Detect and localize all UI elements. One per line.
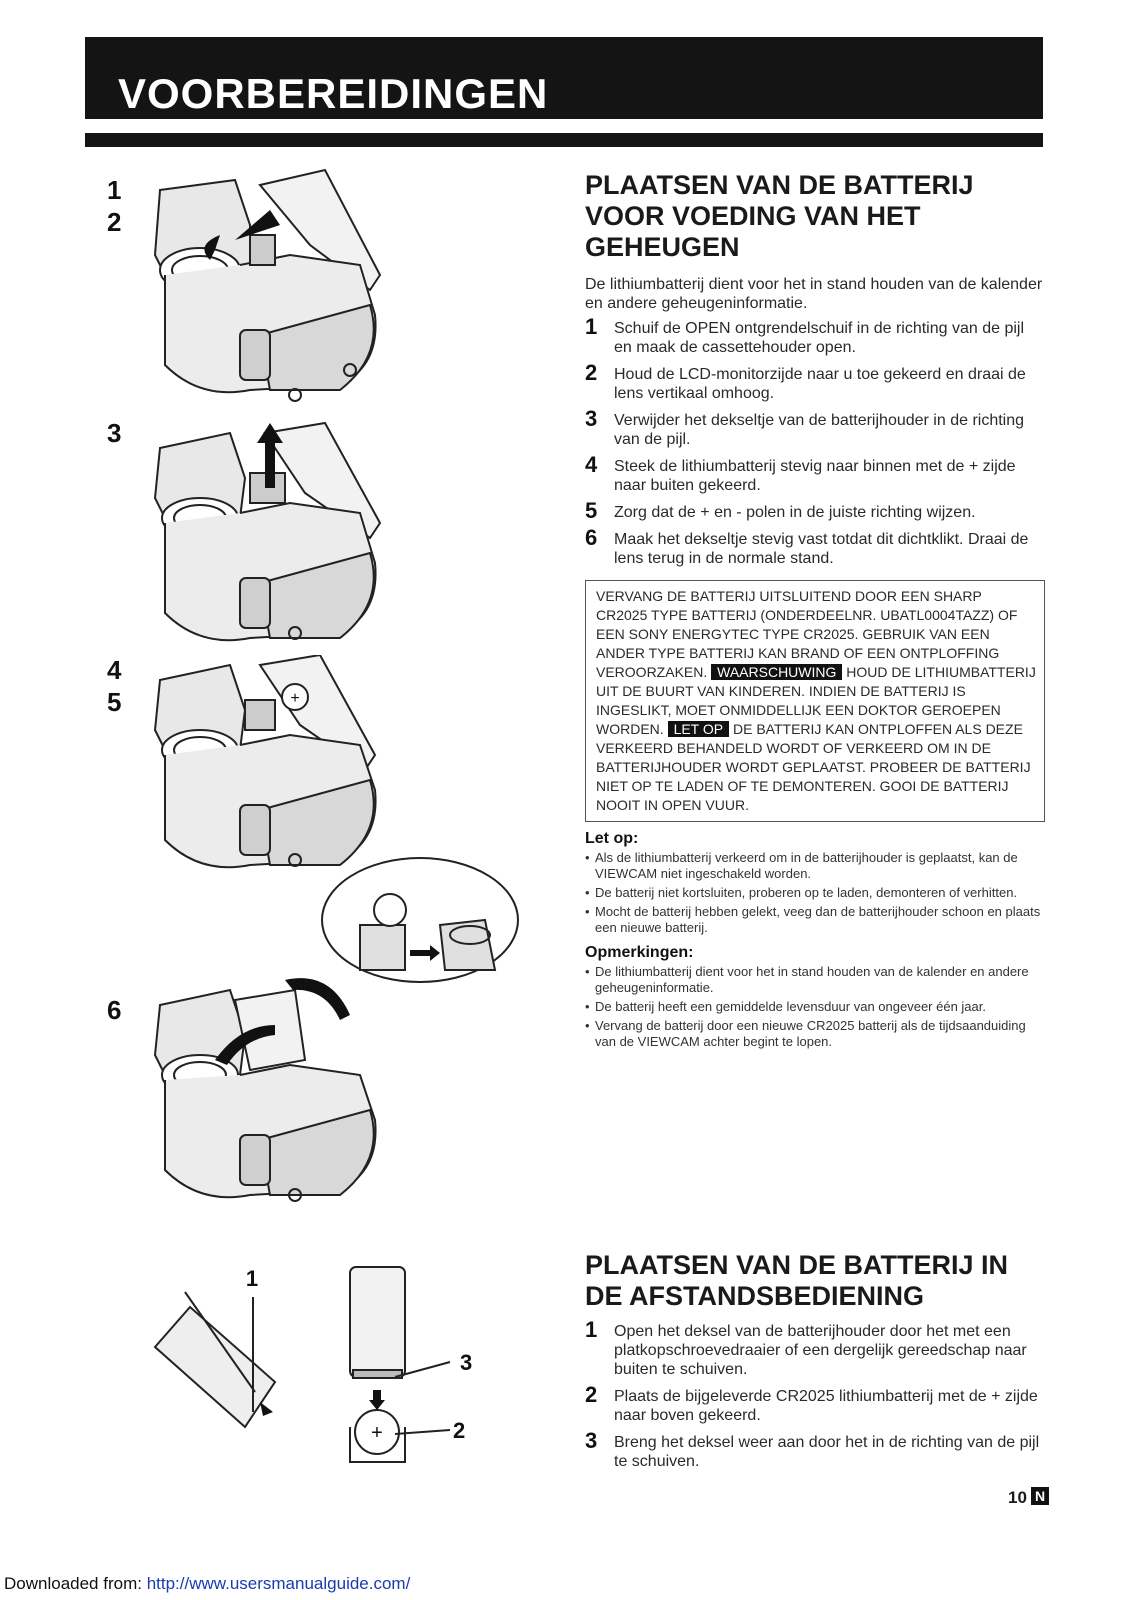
list-item: 6 Maak het dekseltje stevig vast totdat dit dichtklikt. Draai de lens terug in de normale stand. (585, 525, 1029, 567)
footer-link[interactable]: http://www.usersmanualguide.com/ (146, 1574, 411, 1593)
language-badge: N (1031, 1487, 1049, 1505)
caution-text: DE BATTERIJ KAN ONTPLOFFEN ALS DEZE VERKEERD BEHANDELD WORDT OF VERKEERD OM IN DE BATTERIJHOUDER WORDT GEPLAATST. PROBEER DE BATTERIJ NIET OP TE LADEN OF TE DEMONTEREN. GOOI DE BATTERIJ NOOIT IN OPEN VUUR. (596, 721, 1031, 813)
list-item: 1 Schuif de OPEN ontgrendelschuif in de richting van de pijl en maak de cassettehouder open. (585, 314, 1025, 356)
section-remote-battery (585, 1250, 1045, 1479)
page-number: 10 (1008, 1488, 1027, 1507)
remote-label-3: 3 (460, 1350, 473, 1375)
remote-control-illustration (145, 1262, 485, 1487)
warning-text: HOUD DE LITHIUMBATTERIJ UIT DE BUURT VAN KINDEREN. INDIEN DE BATTERIJ IS INGESLIKT, MOET ONMIDDELLIJK EEN DOKTOR GEROEPEN WORDEN. (596, 664, 1036, 737)
camcorder-illustration-steps-4-5 (145, 655, 390, 880)
figure-label-1: 1 (107, 175, 122, 205)
figure-label-3: 3 (107, 418, 122, 448)
remote-battery-plus: + (371, 1422, 383, 1444)
warning-label: WAARSCHUWING (711, 664, 842, 680)
list-item: • Als de lithiumbatterij verkeerd om in de batterijhouder is geplaatst, kan de VIEWCAM niet ingeschakeld worden. (585, 850, 1045, 882)
figure-label-2: 2 (107, 207, 122, 237)
camcorder-illustration-step-6 (145, 970, 390, 1220)
list-item: 3 Breng het deksel weer aan door het in de richting van de pijl te schuiven. (585, 1428, 1040, 1470)
header-underline (85, 133, 1043, 147)
warning-box (585, 580, 1045, 822)
battery-plus-sign: + (290, 690, 300, 707)
section-memory-battery-intro: De lithiumbatterij dient voor het in stand houden van de kalender en andere geheugeninformatie. (585, 276, 1043, 312)
footer-prefix: Downloaded from: (4, 1574, 147, 1593)
list-item: 5 Zorg dat de + en - polen in de juiste richting wijzen. (585, 498, 976, 523)
opmerkingen-list (585, 964, 1045, 1050)
list-item: • De batterij heeft een gemiddelde levensduur van ongeveer één jaar. (585, 999, 1045, 1015)
list-item: • De batterij niet kortsluiten, proberen op te laden, demonteren of verhitten. (585, 885, 1045, 901)
list-item: • Mocht de batterij hebben gelekt, veeg dan de batterijhouder schoon en plaats een nieuwe batterij. (585, 904, 1045, 936)
section-remote-battery-title: PLAATSEN VAN DE BATTERIJ IN DE AFSTANDSBEDIENING (585, 1250, 1009, 1311)
list-item: • Vervang de batterij door een nieuwe CR2025 batterij als de tijdsaanduiding van de VIEWCAM achter begint te lopen. (585, 1018, 1045, 1050)
opmerkingen-heading: Opmerkingen: (585, 944, 694, 961)
page-title: VOORBEREIDINGEN (118, 70, 549, 117)
camcorder-illustration-step-3 (145, 418, 390, 653)
remote-label-2: 2 (453, 1418, 466, 1443)
letop-list (585, 850, 1045, 936)
battery-insertion-detail (320, 855, 520, 985)
letop-heading: Let op: (585, 830, 639, 847)
figure-label-5: 5 (107, 687, 122, 717)
list-item: • De lithiumbatterij dient voor het in stand houden van de kalender en andere geheugeninformatie. (585, 964, 1045, 996)
section-memory-battery (585, 170, 1045, 1053)
download-footer (4, 1574, 410, 1594)
list-item: 4 Steek de lithiumbatterij stevig naar binnen met de + zijde naar buiten gekeerd. (585, 452, 1016, 494)
section-memory-battery-title: PLAATSEN VAN DE BATTERIJ VOOR VOEDING VAN HET GEHEUGEN (585, 170, 974, 262)
list-item: 2 Plaats de bijgeleverde CR2025 lithiumbatterij met de + zijde naar boven gekeerd. (585, 1382, 1038, 1424)
figure-label-4: 4 (107, 655, 122, 685)
memory-battery-steps (585, 314, 1045, 568)
list-item: 2 Houd de LCD-monitorzijde naar u toe gekeerd en draai de lens vertikaal omhoog. (585, 360, 1026, 402)
list-item: 1 Open het deksel van de batterijhouder door het met een platkopschroevedraaier of een dergelijk gereedschap naar buiten te schuiven. (585, 1317, 1027, 1378)
list-item: 3 Verwijder het dekseltje van de batterijhouder in de richting van de pijl. (585, 406, 1025, 448)
remote-battery-steps (585, 1317, 1045, 1471)
figure-label-6: 6 (107, 995, 122, 1025)
warning-intro: VERVANG DE BATTERIJ UITSLUITEND DOOR EEN SHARP CR2025 TYPE BATTERIJ (ONDERDEELNR. UBATL0004TAZZ) OF EEN SONY ENERGYTEC TYPE CR2025. GEBRUIK VAN EEN ANDER TYPE BATTERIJ KAN BRAND OF EEN ONTPLOFFING VEROORZAKEN. (596, 588, 1018, 680)
caution-label: LET OP (668, 721, 730, 737)
remote-label-1: 1 (245, 1266, 259, 1291)
camcorder-illustration-steps-1-2 (140, 165, 390, 410)
